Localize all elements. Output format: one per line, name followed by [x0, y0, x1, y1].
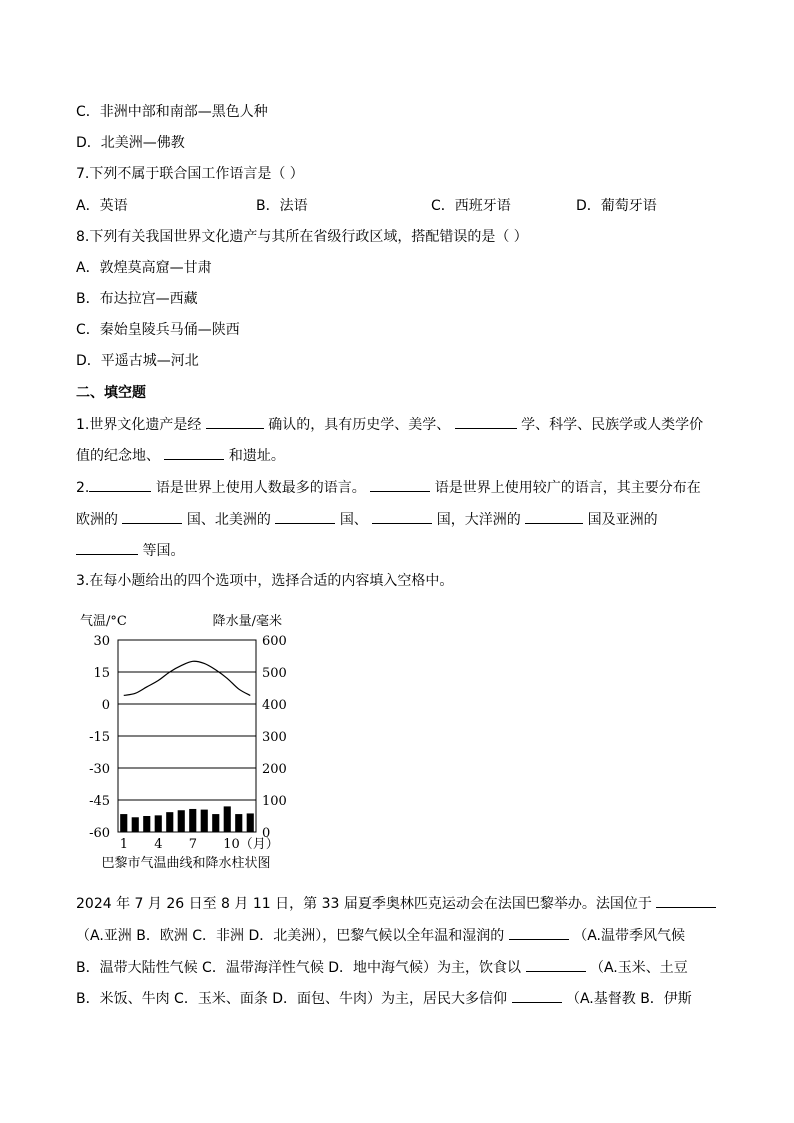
q7-option-b: B．法语: [256, 198, 308, 214]
precipitation-bar: [189, 809, 196, 832]
answer-blank[interactable]: [656, 893, 716, 908]
precipitation-bar: [143, 816, 150, 832]
answer-blank[interactable]: [206, 414, 264, 429]
answer-blank[interactable]: [89, 477, 151, 492]
answer-blank[interactable]: [512, 988, 562, 1003]
fill-2-text-a: 2.: [76, 480, 90, 496]
precipitation-bar: [178, 810, 185, 832]
answer-blank[interactable]: [509, 925, 569, 940]
x-axis-ticks: [120, 837, 279, 852]
climate-chart: [76, 605, 296, 875]
fill-2-text-b: 语是世界上使用人数最多的语言。: [155, 480, 366, 496]
fill-1-text-c: 学、科学、民族学或人类学价: [521, 417, 704, 433]
temperature-tick-label: -60: [89, 826, 110, 841]
precipitation-bar: [212, 814, 219, 832]
q8-option-d: D．平遥古城—河北: [76, 353, 199, 369]
answer-blank[interactable]: [526, 957, 586, 972]
paragraph-text: B．温带大陆性气候 C．温带海洋性气候 D．地中海气候）为主，饮食以: [76, 960, 522, 976]
paragraph-text: （A.玉米、土豆: [589, 960, 688, 976]
temperature-tick-label: 0: [101, 698, 110, 713]
temperature-curve: [124, 661, 251, 695]
temperature-tick-label: 30: [93, 634, 110, 649]
q8-option-b: B．布达拉宫—西藏: [76, 291, 198, 307]
precipitation-tick-label: 600: [262, 634, 287, 649]
paragraph-text: 2024 年 7 月 26 日至 8 月 11 日，第 33 届夏季奥林匹克运动会在法国巴黎举办。法国位于: [76, 896, 652, 912]
q7-option-c: C．西班牙语: [431, 198, 511, 214]
month-tick-label: 1: [119, 837, 129, 852]
precipitation-bar: [224, 806, 231, 832]
section-heading: 二、填空题: [76, 385, 146, 401]
q8-stem: 8.下列有关我国世界文化遗产与其所在省级行政区域，搭配错误的是（ ）: [76, 229, 528, 245]
paragraph-text: （A.亚洲 B．欧洲 C．非洲 D．北美洲），巴黎气候以全年温和湿润的: [76, 928, 505, 944]
fill-1-line-1: [76, 414, 703, 435]
olympics-paragraph-line-2: [76, 925, 726, 946]
fill-2-line-3: [76, 540, 184, 561]
fill-1-line-2: [76, 445, 285, 466]
chart-grid: [118, 640, 256, 832]
q8-option-a: A．敦煌莫高窟—甘肃: [76, 260, 212, 276]
q7-stem: 7.下列不属于联合国工作语言是（ ）: [76, 166, 304, 182]
fill-1-text-e: 和遗址。: [228, 448, 285, 464]
paragraph-text: （A.温带季风气候: [573, 928, 685, 944]
paragraph-text: （A.基督教 B．伊斯: [565, 991, 692, 1007]
precipitation-tick-label: 200: [262, 762, 287, 777]
temperature-tick-label: -15: [89, 730, 110, 745]
precipitation-bar: [166, 812, 173, 832]
q6-option-d: D．北美洲—佛教: [76, 135, 185, 151]
q7-option-a: A．英语: [76, 198, 128, 214]
fill-1-text-a: 1.世界文化遗产是经: [76, 417, 202, 433]
answer-blank[interactable]: [455, 414, 517, 429]
precipitation-bar: [235, 814, 242, 832]
precipitation-tick-label: 500: [262, 666, 287, 681]
q7-option-d: D．葡萄牙语: [576, 198, 657, 214]
fill-2-text-d: 欧洲的: [76, 512, 118, 528]
temperature-tick-label: -30: [89, 762, 110, 777]
fill-3-stem: 3.在每小题给出的四个选项中，选择合适的内容填入空格中。: [76, 573, 454, 589]
precipitation-bars: [120, 806, 254, 832]
fill-2-text-h: 国及亚洲的: [587, 512, 658, 528]
precipitation-bar: [155, 815, 162, 832]
fill-2-text-c: 语是世界上使用较广的语言，其主要分布在: [434, 480, 701, 496]
fill-2-line-1: [76, 477, 701, 498]
precipitation-bar: [247, 813, 254, 832]
right-axis-ticks: [262, 634, 287, 841]
answer-blank[interactable]: [372, 509, 432, 524]
paragraph-text: B．米饭、牛肉 C．玉米、面条 D．面包、牛肉）为主，居民大多信仰: [76, 991, 508, 1007]
answer-blank[interactable]: [76, 540, 138, 555]
precipitation-tick-label: 0: [262, 826, 271, 841]
q6-option-c: C．非洲中部和南部—黑色人种: [76, 104, 268, 120]
fill-2-text-i: 等国。: [142, 543, 185, 559]
answer-blank[interactable]: [370, 477, 430, 492]
temperature-tick-label: 15: [93, 666, 110, 681]
chart-caption: 巴黎市气温曲线和降水柱状图: [101, 856, 271, 871]
left-axis-ticks: [89, 634, 110, 841]
precipitation-bar: [120, 814, 127, 832]
fill-2-line-2: [76, 509, 658, 530]
answer-blank[interactable]: [525, 509, 583, 524]
precipitation-tick-label: 300: [262, 730, 287, 745]
olympics-paragraph-line-1: [76, 893, 726, 914]
q8-option-c: C．秦始皇陵兵马俑—陕西: [76, 322, 240, 338]
fill-1-text-b: 确认的，具有历史学、美学、: [268, 417, 451, 433]
olympics-paragraph-line-3: [76, 957, 726, 978]
precipitation-bar: [132, 817, 139, 832]
month-tick-label: 4: [154, 837, 163, 852]
temperature-tick-label: -45: [89, 794, 110, 809]
fill-2-text-e: 国、北美洲的: [186, 512, 271, 528]
answer-blank[interactable]: [275, 509, 335, 524]
precipitation-bar: [201, 810, 208, 832]
precipitation-tick-label: 400: [262, 698, 287, 713]
precipitation-tick-label: 100: [262, 794, 287, 809]
left-axis-label: 气温/°C: [80, 614, 127, 629]
answer-blank[interactable]: [164, 445, 224, 460]
fill-1-text-d: 值的纪念地、: [76, 448, 160, 464]
answer-blank[interactable]: [122, 509, 182, 524]
month-tick-label: 10（月）: [223, 837, 279, 852]
olympics-paragraph-line-4: [76, 988, 726, 1009]
fill-2-text-f: 国、: [339, 512, 368, 528]
month-tick-label: 7: [188, 837, 198, 852]
fill-2-text-g: 国，大洋洲的: [436, 512, 521, 528]
right-axis-label: 降水量/毫米: [212, 614, 282, 629]
